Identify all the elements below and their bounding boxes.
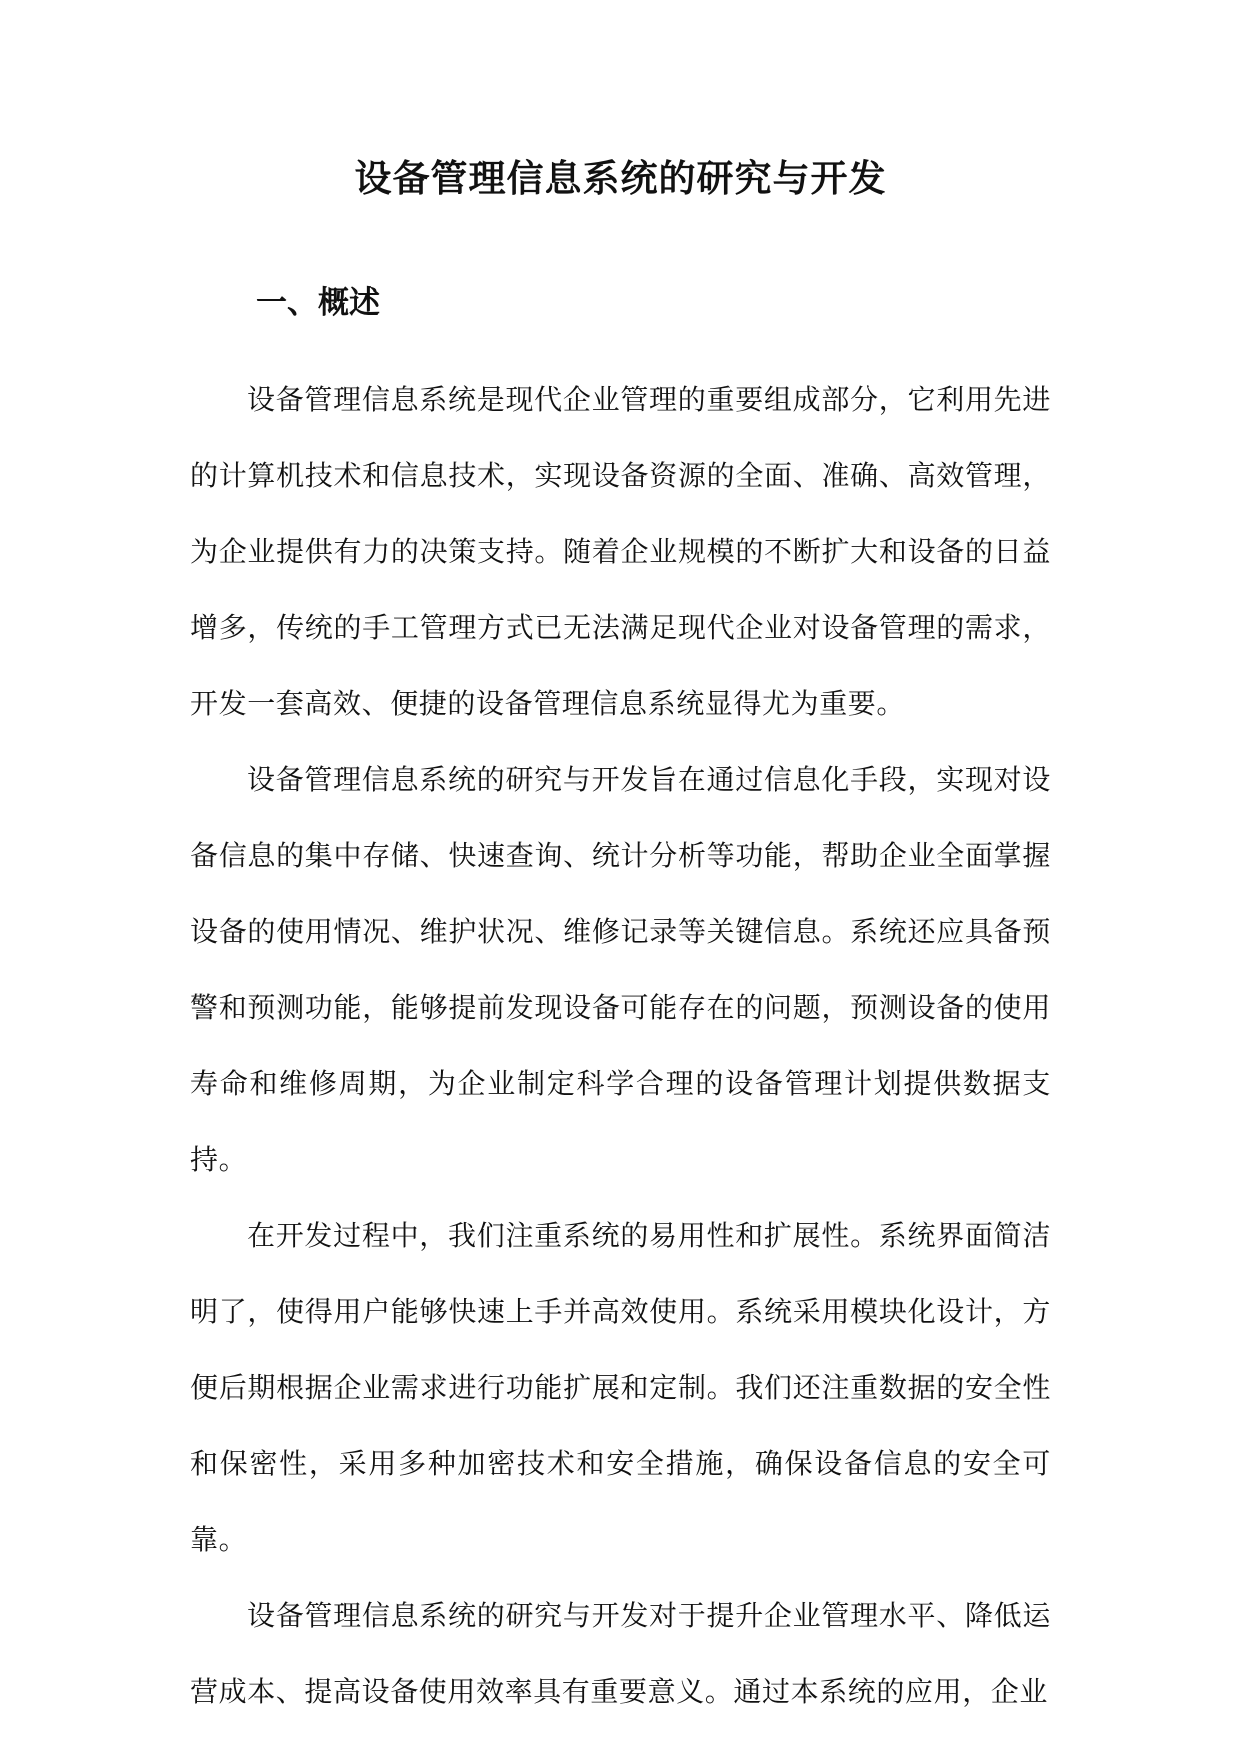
paragraph-4: 设备管理信息系统的研究与开发对于提升企业管理水平、降低运营成本、提高设备使用效率具有重要意义。通过本系统的应用，企业 — [190, 1599, 1051, 1708]
document-title: 设备管理信息系统的研究与开发 — [354, 156, 887, 200]
section-heading: 一、概述 — [256, 285, 380, 321]
paragraph-1: 设备管理信息系统是现代企业管理的重要组成部分，它利用先进的计算机技术和信息技术，实现设备资源的全面、准确、高效管理，为企业提供有力的决策支持。随着企业规模的不断扩大和设备的日益增多，传统的手工管理方式已无法满足现代企业对设备管理的需求，开发一套高效、便捷的设备管理信息系统显得尤为重要。 — [190, 383, 1051, 720]
paragraph-2: 设备管理信息系统的研究与开发旨在通过信息化手段，实现对设备信息的集中存储、快速查询、统计分析等功能，帮助企业全面掌握设备的使用情况、维护状况、维修记录等关键信息。系统还应具备预警和预测功能，能够提前发现设备可能存在的问题，预测设备的使用寿命和维修周期，为企业制定科学合理的设备管理计划提供数据支持。 — [190, 763, 1051, 1176]
document-body — [190, 362, 1051, 1730]
paragraph-3: 在开发过程中，我们注重系统的易用性和扩展性。系统界面简洁明了，使得用户能够快速上手并高效使用。系统采用模块化设计，方便后期根据企业需求进行功能扩展和定制。我们还注重数据的安全性和保密性，采用多种加密技术和安全措施，确保设备信息的安全可靠。 — [190, 1219, 1051, 1556]
